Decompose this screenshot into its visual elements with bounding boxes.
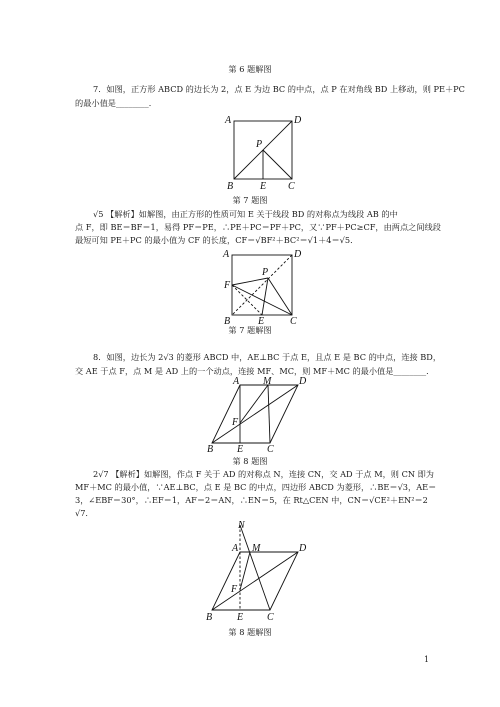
label-f: F [224, 280, 231, 291]
label-d: D [294, 249, 302, 260]
label-b: B [206, 612, 213, 623]
label-m: M [263, 376, 272, 387]
label-e: E [237, 444, 244, 455]
fig8-caption: 第 8 题图 [232, 456, 268, 466]
a7-line2: 点 F，即 BE＝BF＝1，易得 PF＝PE，∴PE＋PC＝PF＋PC，又∵PF＋PC≥CF，由两点之间线段 [75, 222, 441, 232]
label-e: E [237, 612, 244, 623]
q8-line2: 交 AE 于点 F，点 M 是 AD 上的一个动点，连接 MF、MC，则 MF＋MC 的最小值是________． [75, 366, 435, 376]
a8-line3: 3，∠EBF＝30°，∴EF＝1，AF＝2＝AN，∴EN＝5，在 Rt△CEN 中，CN＝√CE²＋EN²＝2 [75, 495, 428, 505]
diagonal-bd [232, 255, 292, 315]
label-b: B [207, 444, 214, 455]
a8-line2: MF＋MC 的最小值，∵AE⊥BC，点 E 是 BC 的中点，四边形 ABCD 为菱形，∴BE＝√3，AE＝ [75, 482, 437, 492]
figure-7-solution [218, 248, 302, 328]
diagonal-bd [212, 552, 298, 610]
label-d: D [294, 115, 302, 126]
q7-line2: 的最小值是________． [75, 98, 157, 108]
segment-cf [232, 285, 292, 315]
fig7-caption: 第 7 题图 [232, 195, 268, 205]
label-c: C [290, 316, 297, 327]
label-a: A [223, 249, 230, 260]
fig8-solution-caption: 第 8 题解图 [228, 627, 272, 637]
segment-pc [263, 150, 292, 179]
segment-mc [268, 385, 270, 443]
label-e: E [260, 181, 267, 192]
figure-8 [205, 375, 305, 455]
label-a: A [233, 376, 240, 387]
a8-line4: √7． [75, 508, 94, 518]
a7-line1: √5 【解析】如解图，由正方形的性质可知 E 关于线段 BD 的对称点为线段 AB 的中 [93, 209, 398, 219]
fig6-solution-caption: 第 6 题解图 [228, 64, 272, 74]
segment-mf [240, 552, 250, 590]
label-c: C [267, 444, 274, 455]
a7-line3: 最短可知 PE＋PC 的最小值为 CF 的长度，CF＝√BF²＋BC²＝√1＋4＝√5． [75, 235, 359, 245]
figure-7 [222, 113, 302, 193]
label-b: B [227, 181, 234, 192]
label-d: D [299, 376, 307, 387]
segment-nc [240, 525, 270, 610]
label-f: F [231, 584, 238, 595]
page-number: 1 [424, 655, 430, 664]
fig7-solution-caption: 第 7 题解图 [228, 325, 272, 335]
label-f: F [232, 417, 239, 428]
label-n: N [238, 520, 245, 531]
label-e: E [258, 316, 265, 327]
figure-8-solution [200, 520, 310, 625]
segment-mf [240, 385, 268, 423]
label-a: A [232, 543, 239, 554]
a8-line1: 2√7 【解析】如解图，作点 F 关于 AD 的对称点 N，连接 CN，交 AD 于点 M，则 CN 即为 [93, 469, 434, 479]
q7-line1: 7．如图，正方形 ABCD 的边长为 2，点 E 为边 BC 的中点，点 P 在对角线 BD 上移动，则 PE＋PC [93, 84, 465, 94]
q8-line1: 8．如图，边长为 2√3 的菱形 ABCD 中，AE⊥BC 于点 E，且点 E 是 BC 的中点，连接 BD， [93, 352, 442, 362]
label-b: B [224, 316, 231, 327]
label-p: P [256, 139, 263, 150]
label-d: D [299, 543, 307, 554]
label-c: C [267, 612, 274, 623]
label-c: C [288, 181, 295, 192]
label-a: A [225, 115, 232, 126]
label-m: M [252, 543, 261, 554]
diagonal-bd [212, 385, 298, 443]
label-p: P [262, 267, 269, 278]
